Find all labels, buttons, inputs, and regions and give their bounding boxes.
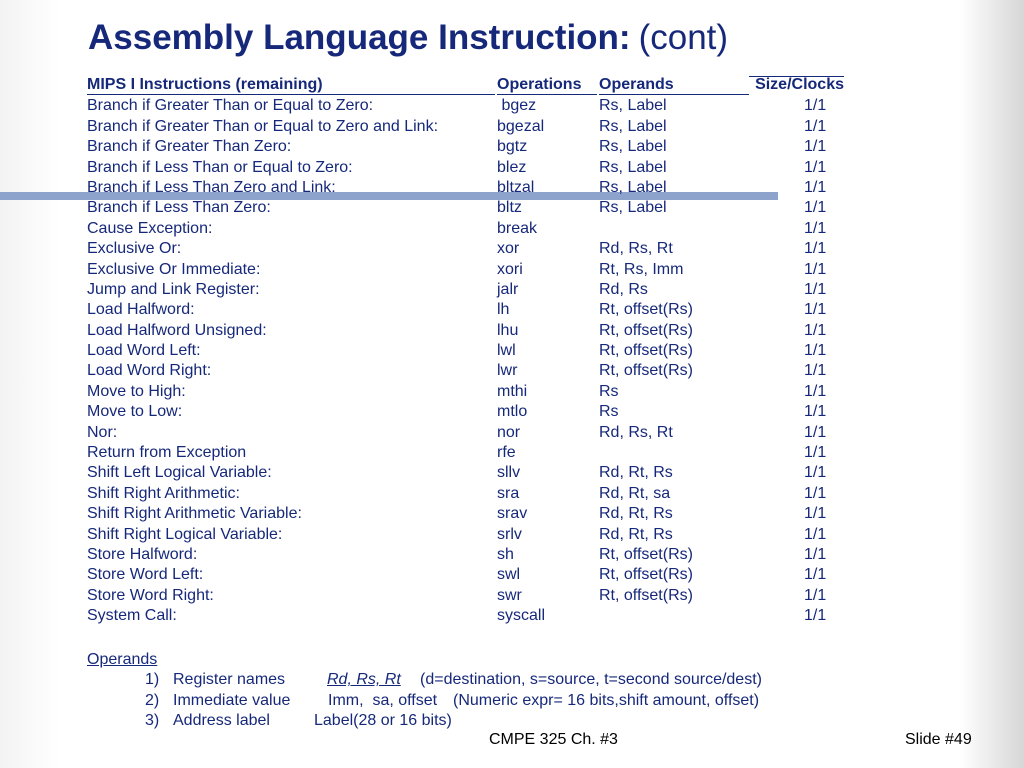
operand-number: 2) — [145, 691, 160, 709]
instruction-operands: Rs, Label — [599, 178, 667, 196]
title-main: Assembly Language Instruction: — [88, 18, 631, 57]
instruction-size: 1/1 — [804, 97, 827, 115]
instruction-operands: Rt, offset(Rs) — [599, 545, 693, 563]
instruction-name: Shift Right Arithmetic: — [87, 484, 240, 502]
table-row — [0, 423, 1024, 443]
instruction-operands: Rs — [599, 403, 619, 421]
instruction-name: Exclusive Or: — [87, 240, 182, 258]
instruction-size: 1/1 — [804, 484, 827, 502]
slide-title — [88, 18, 728, 58]
operand-label: Register names — [173, 671, 286, 689]
instruction-size: 1/1 — [804, 260, 827, 278]
instruction-op: xor — [497, 240, 520, 258]
instruction-name: Move to Low: — [87, 403, 183, 421]
instruction-op: bltz — [497, 199, 522, 217]
instruction-operands: Rt, offset(Rs) — [599, 321, 693, 339]
instruction-size: 1/1 — [804, 444, 827, 462]
instruction-op: lh — [497, 301, 510, 319]
instruction-size: 1/1 — [804, 403, 827, 421]
instruction-name: Branch if Less Than or Equal to Zero: — [87, 158, 353, 176]
operand-number: 3) — [145, 712, 160, 730]
instruction-op: srlv — [497, 525, 522, 543]
instruction-operands: Rs, Label — [599, 117, 667, 135]
instruction-size: 1/1 — [804, 586, 827, 604]
operands-list — [87, 670, 762, 731]
table-row — [0, 178, 1024, 198]
instruction-name: Branch if Less Than Zero and Link: — [87, 178, 336, 196]
header-operands: Operands — [599, 76, 749, 95]
operand-item — [87, 711, 452, 731]
instruction-operands: Rs, Label — [599, 138, 667, 156]
instruction-op: bltzal — [497, 178, 535, 196]
table-row — [0, 606, 1024, 626]
instruction-size: 1/1 — [804, 158, 827, 176]
instruction-op: sra — [497, 484, 520, 502]
instruction-table — [0, 76, 1024, 627]
operands-section — [87, 650, 762, 732]
instruction-name: Shift Left Logical Variable: — [87, 464, 272, 482]
instruction-op: jalr — [497, 280, 519, 298]
operand-label: Address label — [173, 712, 270, 730]
instruction-name: Branch if Greater Than or Equal to Zero and Link: — [87, 117, 439, 135]
instruction-op: swl — [497, 566, 521, 584]
instruction-size: 1/1 — [804, 607, 827, 625]
instruction-operands: Rd, Rt, Rs — [599, 464, 673, 482]
operand-code: Imm, sa, offset — [328, 691, 438, 709]
instruction-name: Shift Right Logical Variable: — [87, 525, 283, 543]
table-row — [0, 463, 1024, 483]
header-operations: Operations — [497, 76, 597, 95]
instruction-op: swr — [497, 586, 522, 604]
instruction-size: 1/1 — [804, 505, 827, 523]
table-row — [0, 402, 1024, 422]
table-row — [0, 219, 1024, 239]
instruction-name: Shift Right Arithmetic Variable: — [87, 505, 302, 523]
instruction-size: 1/1 — [804, 423, 827, 441]
instruction-operands: Rs — [599, 382, 619, 400]
instruction-op: rfe — [497, 444, 516, 462]
instruction-size: 1/1 — [804, 117, 827, 135]
instruction-op: srav — [497, 505, 528, 523]
instruction-size: 1/1 — [804, 342, 827, 360]
instruction-operands: Rs, Label — [599, 97, 667, 115]
instruction-name: Store Word Right: — [87, 586, 214, 604]
instruction-name: System Call: — [87, 607, 177, 625]
instruction-name: Nor: — [87, 423, 118, 441]
operand-item — [87, 691, 760, 711]
instruction-operands: Rd, Rt, Rs — [599, 505, 673, 523]
table-row — [0, 504, 1024, 524]
table-row — [0, 137, 1024, 157]
instruction-operands: Rt, offset(Rs) — [599, 301, 693, 319]
instruction-name: Branch if Greater Than Zero: — [87, 138, 292, 156]
table-row — [0, 239, 1024, 259]
operand-description: (Numeric expr= 16 bits,shift amount, offset) — [453, 691, 760, 709]
instruction-operands: Rd, Rt, sa — [599, 484, 671, 502]
instruction-name: Exclusive Or Immediate: — [87, 260, 261, 278]
instruction-name: Branch if Greater Than or Equal to Zero: — [87, 97, 374, 115]
instruction-size: 1/1 — [804, 525, 827, 543]
instruction-op: lhu — [497, 321, 519, 339]
instruction-size: 1/1 — [804, 219, 827, 237]
instruction-size: 1/1 — [804, 382, 827, 400]
table-row — [0, 280, 1024, 300]
table-row — [0, 117, 1024, 137]
table-row — [0, 565, 1024, 585]
instruction-operands: Rd, Rs, Rt — [599, 423, 673, 441]
operand-code: Label(28 or 16 bits) — [314, 712, 452, 730]
table-row — [0, 545, 1024, 565]
instruction-op: bgtz — [497, 138, 528, 156]
operand-description: (d=destination, s=source, t=second source/dest) — [420, 671, 762, 689]
instruction-operands: Rt, Rs, Imm — [599, 260, 684, 278]
instruction-operands: Rd, Rt, Rs — [599, 525, 673, 543]
instruction-operands: Rd, Rs, Rt — [599, 240, 673, 258]
operand-label: Immediate value — [173, 691, 291, 709]
footer-slide-number: Slide #49 — [905, 731, 972, 748]
instruction-operands: Rt, offset(Rs) — [599, 342, 693, 360]
table-row — [0, 198, 1024, 218]
instruction-size: 1/1 — [804, 178, 827, 196]
title-subtitle: (cont) — [638, 18, 729, 57]
instruction-size: 1/1 — [804, 321, 827, 339]
instruction-name: Store Halfword: — [87, 545, 198, 563]
header-size-clocks — [749, 76, 844, 93]
operand-item — [87, 670, 762, 690]
table-body — [0, 96, 1024, 626]
table-row — [0, 158, 1024, 178]
instruction-op: xori — [497, 260, 523, 278]
instruction-operands: Rs, Label — [599, 199, 667, 217]
instruction-size: 1/1 — [804, 545, 827, 563]
instruction-op: break — [497, 219, 538, 237]
instruction-name: Load Halfword: — [87, 301, 195, 319]
instruction-operands: Rt, offset(Rs) — [599, 566, 693, 584]
table-row — [0, 361, 1024, 381]
instruction-operands: Rs, Label — [599, 158, 667, 176]
instruction-name: Load Word Left: — [87, 342, 201, 360]
table-row — [0, 96, 1024, 116]
instruction-size: 1/1 — [804, 138, 827, 156]
instruction-operands: Rd, Rs — [599, 280, 648, 298]
instruction-size: 1/1 — [804, 566, 827, 584]
table-row — [0, 382, 1024, 402]
instruction-op: syscall — [497, 607, 546, 625]
instruction-op: bgez — [497, 97, 537, 115]
instruction-op: sh — [497, 545, 514, 563]
table-row — [0, 586, 1024, 606]
operand-code: Rd, Rs, Rt — [327, 671, 401, 689]
header-instructions: MIPS I Instructions (remaining) — [87, 76, 495, 95]
instruction-name: Move to High: — [87, 382, 186, 400]
instruction-op: mthi — [497, 382, 528, 400]
instruction-op: mtlo — [497, 403, 528, 421]
instruction-name: Load Halfword Unsigned: — [87, 321, 267, 339]
operand-number: 1) — [145, 671, 160, 689]
table-row — [0, 443, 1024, 463]
table-row — [0, 525, 1024, 545]
instruction-name: Branch if Less Than Zero: — [87, 199, 271, 217]
instruction-op: bgezal — [497, 117, 545, 135]
header-size-text: Size/Clocks — [755, 76, 844, 93]
instruction-op: lwr — [497, 362, 518, 380]
instruction-operands: Rt, offset(Rs) — [599, 362, 693, 380]
instruction-name: Cause Exception: — [87, 219, 213, 237]
instruction-op: sllv — [497, 464, 521, 482]
table-row — [0, 321, 1024, 341]
instruction-name: Load Word Right: — [87, 362, 212, 380]
instruction-size: 1/1 — [804, 240, 827, 258]
table-row — [0, 484, 1024, 504]
instruction-name: Jump and Link Register: — [87, 280, 260, 298]
instruction-name: Store Word Left: — [87, 566, 204, 584]
instruction-size: 1/1 — [804, 199, 827, 217]
footer-course: CMPE 325 Ch. #3 — [489, 731, 618, 748]
table-row — [0, 260, 1024, 280]
table-row — [0, 300, 1024, 320]
instruction-size: 1/1 — [804, 464, 827, 482]
instruction-op: lwl — [497, 342, 516, 360]
instruction-name: Return from Exception — [87, 444, 247, 462]
instruction-operands: Rt, offset(Rs) — [599, 586, 693, 604]
table-header — [0, 76, 1024, 96]
instruction-size: 1/1 — [804, 301, 827, 319]
table-row — [0, 341, 1024, 361]
instruction-size: 1/1 — [804, 280, 827, 298]
instruction-op: nor — [497, 423, 521, 441]
instruction-size: 1/1 — [804, 362, 827, 380]
operands-title: Operands — [87, 651, 158, 668]
instruction-op: blez — [497, 158, 527, 176]
